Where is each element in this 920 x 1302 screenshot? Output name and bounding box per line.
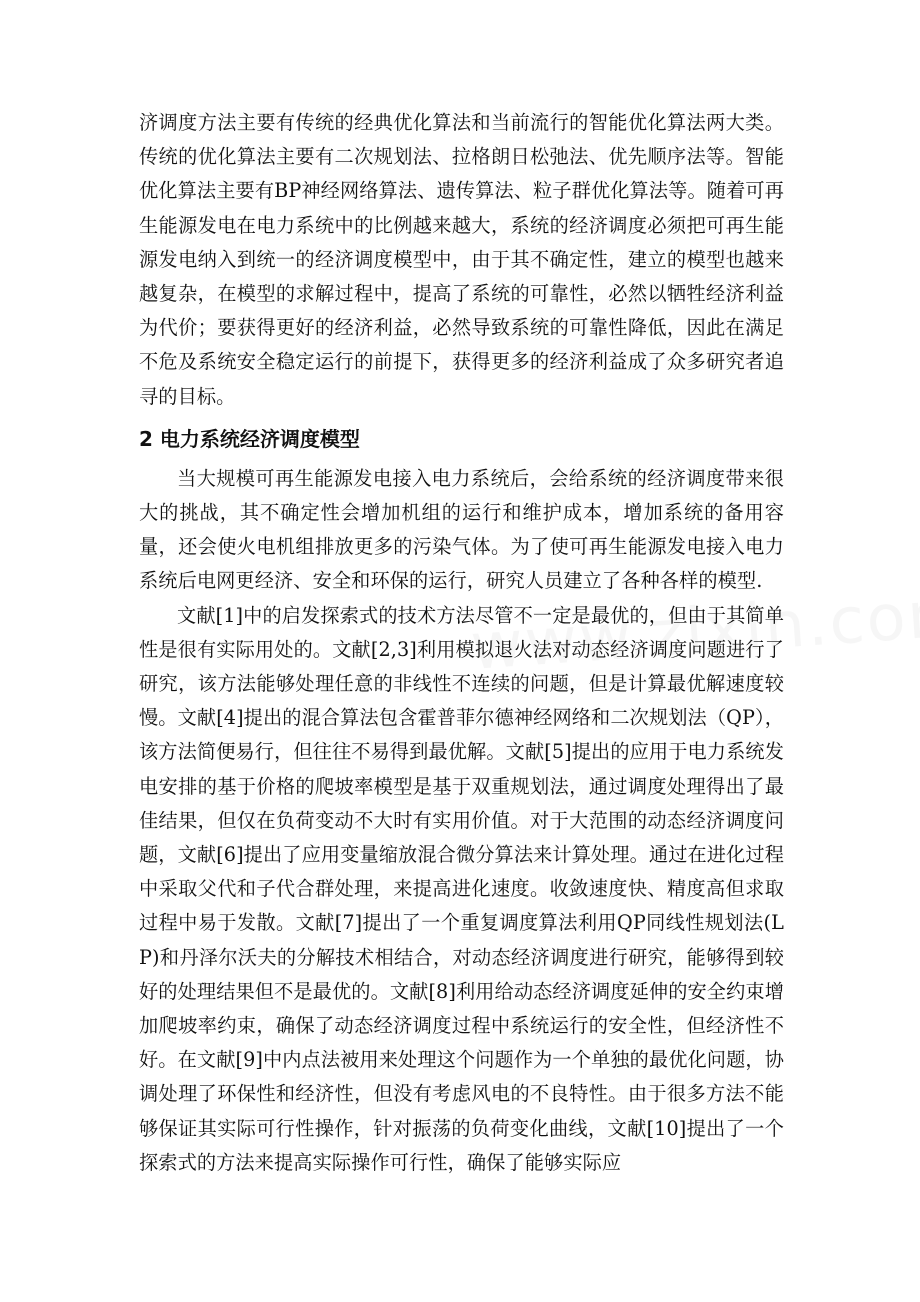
section-heading: 2 电力系统经济调度模型 [139,426,360,451]
paragraph-intro: 济调度方法主要有传统的经典优化算法和当前流行的智能优化算法两大类。传统的优化算法主要有二次规划法、拉格朗日松弛法、优先顺序法等。智能优化算法主要有BP神经网络算法、遗传算法、粒子群优化算法等。随着可再生能源发电在电力系统中的比例越来越大，系统的经济调度必须把可再生能源发电纳入到统一的经济调度模型中，由于其不确定性，建立的模型也越来越复杂，在模型的求解过程中，提高了系统的可靠性，必然以牺牲经济利益为代价；要获得更好的经济利益，必然导致系统的可靠性降低，因此在满足不危及系统安全稳定运行的前提下，获得更多的经济利益成了众多研究者追寻的目标。 [139,111,784,408]
paragraph-1: 当大规模可再生能源发电接入电力系统后，会给系统的经济调度带来很大的挑战，其不确定性会增加机组的运行和维护成本，增加系统的备用容量，还会使火电机组排放更多的污染气体。为了使可再生能源发电接入电力系统后电网更经济、安全和环保的运行，研究人员建立了各种各样的模型. [139,466,784,593]
paragraph-2: 文献[1]中的启发探索式的技术方法尽管不一定是最优的，但由于其简单性是很有实际用处的。文献[2,3]利用模拟退火法对动态经济调度问题进行了研究，该方法能够处理任意的非线性不连续的问题，但是计算最优解速度较慢。文献[4]提出的混合算法包含霍普菲尔德神经网络和二次规划法（QP），该方法简便易行，但往往不易得到最优解。文献[5]提出的应用于电力系统发电安排的基于价格的爬坡率模型是基于双重规划法，通过调度处理得出了最佳结果，但仅在负荷变动不大时有实用价值。对于大范围的动态经济调度问题，文献[6]提出了应用变量缩放混合微分算法来计算处理。通过在进化过程中采取父代和子代合群处理，来提高进化速度。收敛速度快、精度高但求取过程中易于发散。文献[7]提出了一个重复调度算法利用QP同线性规划法(LP)和丹泽尔沃夫的分解技术相结合，对动态经济调度进行研究，能够得到较好的处理结果但不是最优的。文献[8]利用给动态经济调度延伸的安全约束增加爬坡率约束，确保了动态经济调度过程中系统运行的安全性，但经济性不好。在文献[9]中内点法被用来处理这个问题作为一个单独的最优化问题，协调处理了环保性和经济性，但没有考虑风电的不良特性。由于很多方法不能够保证其实际可行性操作，针对振荡的负荷变化曲线，文献[10]提出了一个探索式的方法来提高实际操作可行性，确保了能够实际应 [139,603,784,1174]
